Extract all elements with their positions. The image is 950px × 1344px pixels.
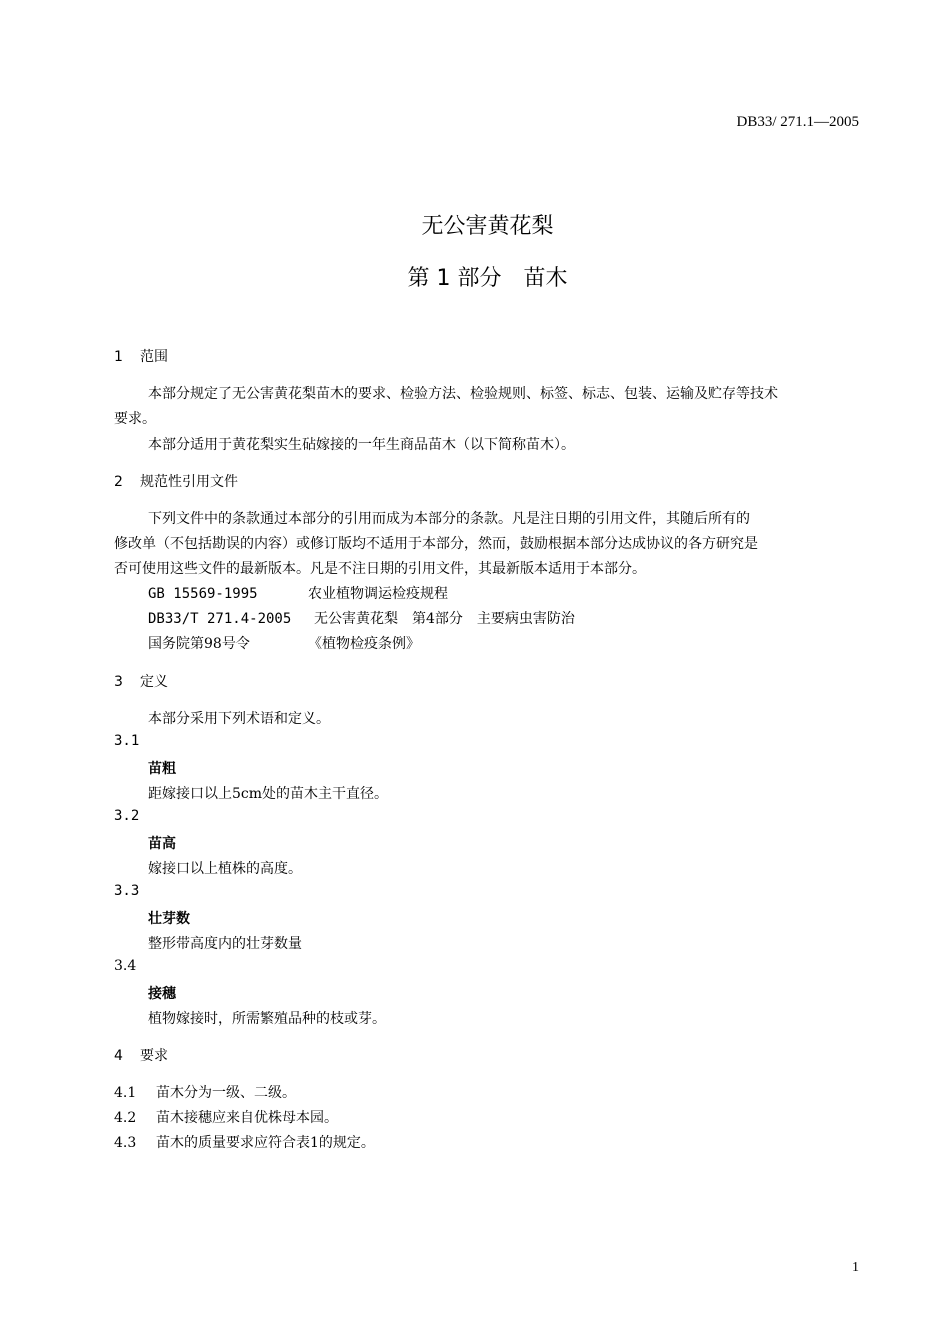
section-heading-definitions: [114, 671, 168, 691]
reference-item: [148, 608, 575, 628]
term-name: 苗高: [148, 836, 176, 852]
term-number: 3.1: [114, 733, 140, 749]
requirement-item: [114, 1107, 338, 1127]
section-number: 4: [114, 1048, 123, 1064]
term-number: 3.4: [114, 958, 137, 974]
term-number: 3.3: [114, 883, 140, 899]
term-definition: 植物嫁接时，所需繁殖品种的枝或芽。: [148, 1011, 386, 1027]
paragraph-line: 否可使用这些文件的最新版本。凡是不注日期的引用文件，其最新版本适用于本部分。: [114, 561, 646, 577]
paragraph-line: 修改单（不包括勘误的内容）或修订版均不适用于本部分，然而，鼓励根据本部分达成协议的各方研究是: [114, 536, 758, 552]
term-number: 3.2: [114, 808, 140, 824]
requirement-text: 苗木的质量要求应符合表1的规定。: [156, 1135, 375, 1151]
section-title: 规范性引用文件: [140, 474, 238, 490]
term-definition: 距嫁接口以上5cm处的苗木主干直径。: [148, 786, 389, 802]
paragraph-line: 本部分规定了无公害黄花梨苗木的要求、检验方法、检验规则、标签、标志、包装、运输及贮存等技术: [148, 386, 778, 402]
paragraph-line: 下列文件中的条款通过本部分的引用而成为本部分的条款。凡是注日期的引用文件，其随后所有的: [148, 511, 750, 527]
paragraph-line: 本部分采用下列术语和定义。: [148, 711, 330, 727]
reference-code: GB 15569-1995: [148, 586, 258, 602]
reference-code: DB33/T 271.4-2005: [148, 611, 292, 627]
requirement-number: 4.1: [114, 1085, 137, 1101]
reference-item: [148, 633, 420, 653]
document-title: 无公害黄花梨: [421, 214, 554, 239]
section-title: 范围: [140, 349, 168, 365]
requirement-item: [114, 1132, 375, 1152]
reference-item: [148, 583, 448, 603]
section-number: 2: [114, 474, 123, 490]
reference-title: 《植物检疫条例》: [308, 636, 420, 652]
term-definition: 嫁接口以上植株的高度。: [148, 861, 302, 877]
section-number: 3: [114, 674, 123, 690]
requirement-number: 4.3: [114, 1135, 137, 1151]
requirement-item: [114, 1082, 296, 1102]
document-subtitle: 第 1 部分 苗木: [407, 266, 568, 291]
requirement-text: 苗木接穗应来自优株母本园。: [156, 1110, 338, 1126]
term-name: 苗粗: [148, 761, 176, 777]
standard-code: DB33/ 271.1—2005: [736, 114, 859, 130]
section-heading-requirements: [114, 1045, 168, 1065]
reference-title: 农业植物调运检疫规程: [308, 586, 448, 602]
section-title: 定义: [140, 674, 168, 690]
term-name: 壮芽数: [148, 911, 190, 927]
reference-title: 无公害黄花梨 第4部分 主要病虫害防治: [314, 611, 575, 627]
section-heading-references: [114, 471, 238, 491]
term-name: 接穗: [148, 986, 176, 1002]
page-number: 1: [852, 1260, 859, 1275]
section-title: 要求: [140, 1048, 168, 1064]
reference-code: 国务院第98号令: [148, 636, 250, 652]
section-heading-scope: [114, 346, 168, 366]
term-definition: 整形带高度内的壮芽数量: [148, 936, 302, 952]
requirement-number: 4.2: [114, 1110, 137, 1126]
requirement-text: 苗木分为一级、二级。: [156, 1085, 296, 1101]
paragraph-line: 本部分适用于黄花梨实生砧嫁接的一年生商品苗木（以下简称苗木）。: [148, 437, 575, 453]
paragraph-line: 要求。: [114, 411, 156, 427]
section-number: 1: [114, 349, 123, 365]
